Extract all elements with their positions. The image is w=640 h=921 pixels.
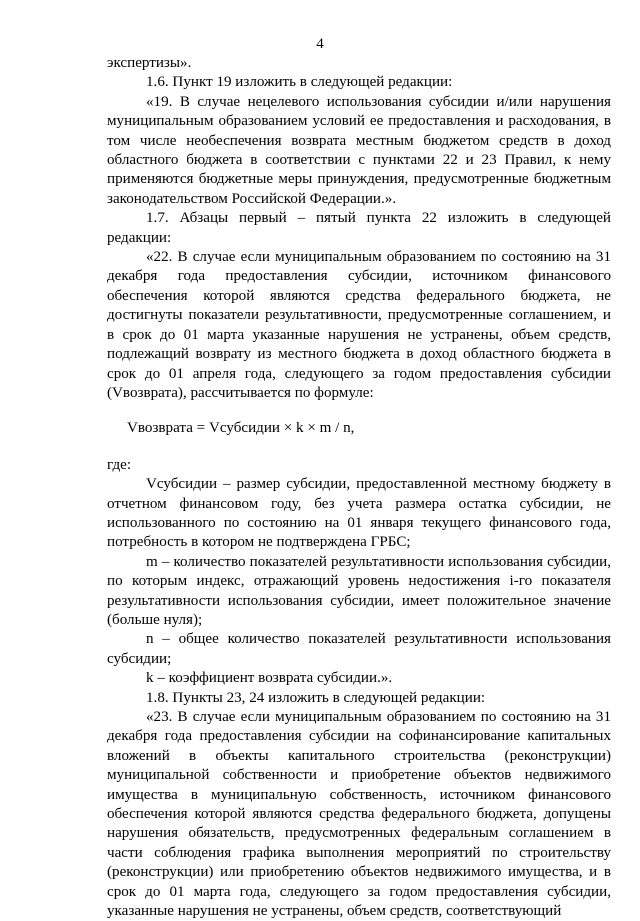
paragraph-item-1-7: 1.7. Абзацы первый – пятый пункта 22 изложить в следующей редакции: [107,210,611,246]
paragraph-point-23: «23. В случае если муниципальным образованием по состоянию на 31 декабря года предоставления субсидии на софинансирование капитальных вложений в объекты капитального строительства (реконструкции) муниципальной собственности и приобретение объектов недвижимого имущества в муниципальную собственность, источником финансового обеспечения которой являются средства федерального бюджета, допущены нарушения обязательств, предусмотренных федеральным соглашением в части соблюдения графика выполнения мероприятий по строительству (реконструкции) или приобретению объектов недвижимого имущества, и в срок до 01 марта года, следующего за годом предоставления субсидии, указанные нарушения не устранены, объем средств, соответствующий [107,709,611,920]
paragraph-definition-k: k – коэффициент возврата субсидии.». [146,670,393,687]
paragraph-where: где: [107,456,132,473]
paragraph-item-1-6: 1.6. Пункт 19 изложить в следующей редакции: [146,74,453,91]
paragraph-continuation: экспертизы». [107,55,192,71]
page-number: 4 [316,36,324,52]
paragraph-point-22: «22. В случае если муниципальным образованием по состоянию на 31 декабря года предоставления субсидии, источником финансового обеспечения которой являются средства федерального бюджета, не достигнуты показатели результативности, предусмотренные соглашением, и в срок до 01 марта указанные нарушения не устранены, объем средств, подлежащий возврату из местного бюджета в доход областного бюджета в срок до 01 апреля года, следующего за годом предоставления субсидии (Vвозврата), рассчитывается по формуле: [107,249,611,401]
document-body [107,54,611,921]
paragraph-definition-m: m – количество показателей результативности использования субсидии, по которым индекс, отражающий уровень недостижения i-го показателя результативности использования субсидии, имеет положительное значение (больше нуля); [107,553,611,628]
paragraph-definition-vsubsidii: Vсубсидии – размер субсидии, предоставленной местному бюджету в отчетном финансовом году, без учета размера остатка субсидии, не использованного по состоянию на 01 января текущего финансового года, потребность в котором не подтверждена ГРБС; [107,476,611,551]
paragraph-point-19: «19. В случае нецелевого использования субсидии и/или нарушения муниципальным образованием условий ее предоставления и расходования, в том числе необеспечения возврата местным бюджетом средств в доход областного бюджета в соответствии с пунктами 22 и 23 Правил, к нему применяются бюджетные меры принуждения, предусмотренные бюджетным законодательством Российской Федерации.». [107,93,611,207]
formula: Vвозврата = Vсубсидии × k × m / n, [127,420,355,437]
paragraph-item-1-8: 1.8. Пункты 23, 24 изложить в следующей редакции: [146,689,486,706]
paragraph-definition-n: n – общее количество показателей результативности использования субсидии; [107,631,611,667]
